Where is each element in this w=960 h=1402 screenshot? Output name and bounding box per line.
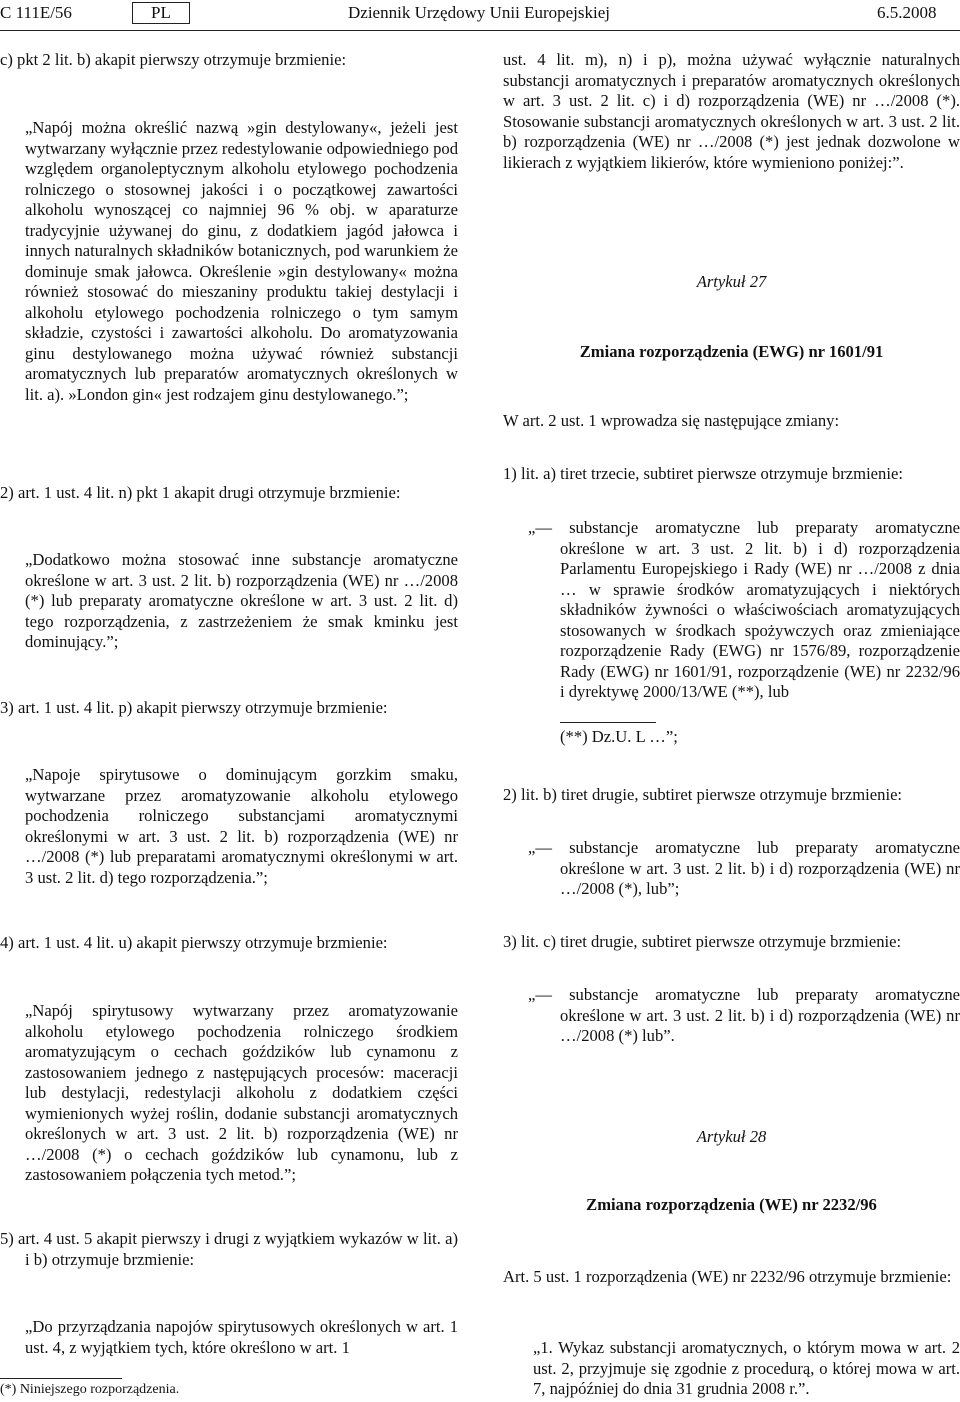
item-3-quote: „Napoje spirytusowe o dominującym gorzkim smaku, wytwarzane przez aromatyzowanie alkoholu etylowego pochodzenia rolniczego substancjami aromatycznymi określonymi w art. 3 ust. 2 lit. b) rozporządzenia (WE) nr …/2008 (*) lub preparatami aromatycznymi określonymi w art. 3 ust. 2 lit. d) tego rozporządzenia.”; bbox=[25, 765, 458, 887]
article-27-label: Artykuł 27 bbox=[696, 272, 767, 291]
continuation-text: ust. 4 lit. m), n) i p), można używać wyłącznie naturalnych substancji aromatycznych i preparatów aromatycznych określonych w art. 3 ust. 2 lit. c) i d) rozporządzenia (WE) nr …/2008 (*). Stosowanie substancji aromatycznych określonych w art. 3 ust. 2 lit. b) rozporządzenia (WE) nr …/2008 (*) jest jednak dozwolone w likierach z wyjątkiem likierów, które wymieniono poniżej:”. bbox=[503, 50, 960, 172]
publication-date: 6.5.2008 bbox=[877, 3, 937, 22]
footnote-rule bbox=[0, 1378, 122, 1379]
footnote: (*) Niniejszego rozporządzenia. bbox=[0, 1382, 180, 1397]
r-item-1-intro: 1) lit. a) tiret trzecie, subtiret pierwsze otrzymuje brzmienie: bbox=[503, 464, 903, 483]
r-item-1-quote: „— substancje aromatyczne lub preparaty aromatyczne określone w art. 3 ust. 2 lit. b) i d) rozporządzenia Parlamentu Europejskiego i Rady (WE) nr …/2008 z dnia … w sprawie środków aromatyzujących i niektórych składników żywności o właściwościach aromatyzujących stosowanych w środkach spożywczych oraz zmieniające rozporządzenie Rady (EWG) nr 1576/89, rozporządzenie Rady (EWG) nr 1601/91, rozporządzenie (WE) nr 2232/96 i dyrektywę 2000/13/WE (**), lub bbox=[528, 518, 960, 701]
article-28-intro: Art. 5 ust. 1 rozporządzenia (WE) nr 2232/96 otrzymuje brzmienie: bbox=[503, 1267, 952, 1286]
item-5-quote: „Do przyrządzania napojów spirytusowych określonych w art. 1 ust. 4, z wyjątkiem tych, które określono w art. 1 bbox=[25, 1317, 458, 1357]
article-27-intro: W art. 2 ust. 1 wprowadza się następujące zmiany: bbox=[503, 411, 840, 430]
item-5-intro: 5) art. 4 ust. 5 akapit pierwszy i drugi z wyjątkiem wykazów w lit. a) i b) otrzymuje brzmienie: bbox=[0, 1229, 458, 1269]
item-4-quote: „Napój spirytusowy wytwarzany przez aromatyzowanie alkoholu etylowego pochodzenia rolniczego środkiem aromatyzującym o cechach goździków lub cynamonu z zastosowaniem jednego z następujących procesów: maceracji lub destylacji, redestylacji alkoholu z dodatkiem części wymienionych wyżej roślin, dodanie substancji aromatycznych określonych w art. 3 ust. 2 lit. b) rozporządzenia (WE) nr …/2008 (*) o cechach goździków lub cynamonu, lub z zastosowaniem połączenia tych metod.”; bbox=[25, 1001, 458, 1184]
r-item-4-quote: „1. Wykaz substancji aromatycznych, o którym mowa w art. 2 ust. 2, przyjmuje się zgodnie z procedurą, o której mowa w art. 7, najpóźniej do dnia 31 grudnia 2008 r.”. bbox=[533, 1338, 960, 1398]
footnote-rule bbox=[560, 722, 656, 723]
item-2-intro: 2) art. 1 ust. 4 lit. n) pkt 1 akapit drugi otrzymuje brzmienie: bbox=[0, 483, 401, 502]
item-4-intro: 4) art. 1 ust. 4 lit. u) akapit pierwszy otrzymuje brzmienie: bbox=[0, 933, 388, 952]
article-27-title: Zmiana rozporządzenia (EWG) nr 1601/91 bbox=[579, 342, 884, 361]
item-c-intro: c) pkt 2 lit. b) akapit pierwszy otrzymuje brzmienie: bbox=[0, 50, 347, 69]
r-item-2-intro: 2) lit. b) tiret drugie, subtiret pierwsze otrzymuje brzmienie: bbox=[503, 785, 903, 804]
r-item-1-footnote: (**) Dz.U. L …”; bbox=[560, 727, 678, 746]
item-3-intro: 3) art. 1 ust. 4 lit. p) akapit pierwszy otrzymuje brzmienie: bbox=[0, 698, 388, 717]
r-item-1-footnote-area bbox=[528, 718, 960, 748]
article-28-title: Zmiana rozporządzenia (WE) nr 2232/96 bbox=[586, 1195, 877, 1214]
page-header bbox=[0, 0, 960, 31]
r-item-2-quote: „— substancje aromatyczne lub preparaty aromatyczne określone w art. 3 ust. 2 lit. b) i d) rozporządzenia (WE) nr …/2008 (*), lub”; bbox=[528, 838, 960, 898]
item-c-quote: „Napój można określić nazwą »gin destylowany«, jeżeli jest wytwarzany wyłącznie przez redestylowanie odpowiedniego pod względem organoleptycznym alkoholu etylowego pochodzenia rolniczego o stosownej jakości i o początkowej zawartości alkoholu wynoszącej co najmniej 96 % obj. w aparaturze tradycyjnie używanej do ginu, z dodatkiem jagód jałowca i innych naturalnych składników botanicznych, pod warunkiem że dominuje smak jałowca. Określenie »gin destylowany« można również stosować do mieszaniny produktu takiej destylacji i alkoholu etylowego pochodzenia rolniczego o tym samym składzie, czystości i zawartości alkoholu. Do aromatyzowania ginu destylowanego można używać również substancji aromatycznych lub preparatów aromatycznych określonych w lit. a). »London gin« jest rodzajem ginu destylowanego.”; bbox=[25, 118, 458, 404]
language-badge: PL bbox=[132, 2, 190, 24]
article-28-label: Artykuł 28 bbox=[696, 1127, 767, 1146]
r-item-3-intro: 3) lit. c) tiret drugie, subtiret pierwsze otrzymuje brzmienie: bbox=[503, 932, 902, 951]
r-item-3-quote: „— substancje aromatyczne lub preparaty aromatyczne określone w art. 3 ust. 2 lit. b) i d) rozporządzenia (WE) nr …/2008 (*) lub”. bbox=[528, 985, 960, 1045]
journal-title: Dziennik Urzędowy Unii Europejskiej bbox=[348, 3, 611, 22]
item-2-quote: „Dodatkowo można stosować inne substancje aromatyczne określone w art. 3 ust. 2 lit. b) rozporządzenia (WE) nr …/2008 (*) lub preparaty aromatyczne określone w art. 3 ust. 2 lit. d) tego rozporządzenia, z zastrzeżeniem że smak kminku jest dominujący.”; bbox=[25, 550, 458, 651]
page-ref: C 111E/56 bbox=[0, 3, 72, 22]
